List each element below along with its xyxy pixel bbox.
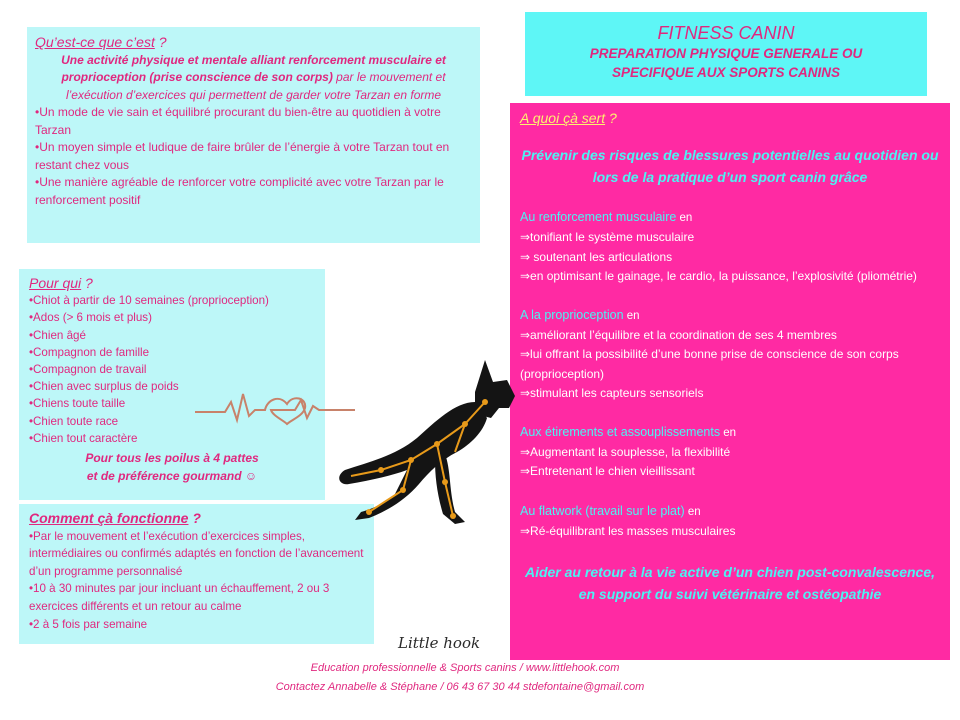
list-item: ⇒Entretenant le chien vieillissant xyxy=(520,464,695,479)
list-item: ⇒améliorant l’équilibre et la coordination de ses 4 membres xyxy=(520,328,837,343)
title-box xyxy=(525,12,927,96)
list-item: ⇒ soutenant les articulations xyxy=(520,249,673,264)
list-item: •Par le mouvement et l’exécution d’exercices simples, intermédiaires ou confirmés adaptés en fonction de l’avancement d’un programme personnalisé xyxy=(29,529,364,578)
purpose-closing: Aider au retour à la vie active d’un chien post-convalescence, en support du suivi vétérinaire et ostéopathie xyxy=(524,564,936,603)
title-line3: SPECIFIQUE AUX SPORTS CANINS xyxy=(611,65,841,80)
list-item: ⇒lui offrant la possibilité d’une bonne prise de conscience de son corps (proprioception) xyxy=(520,347,899,381)
list-item: •Ados (> 6 mois et plus) xyxy=(29,311,152,325)
list-item: ⇒tonifiant le système musculaire xyxy=(520,230,695,245)
dog-skeleton-illustration-icon xyxy=(325,352,525,532)
section-title: Au flatwork (travail sur le plat) en xyxy=(520,503,701,518)
list-item: •2 à 5 fois par semaine xyxy=(29,617,148,631)
how-box xyxy=(19,504,374,644)
list-item: •Une manière agréable de renforcer votre complicité avec votre Tarzan par le renforcement positif xyxy=(35,175,444,207)
list-item: ⇒en optimisant le gainage, le cardio, la puissance, l’explosivité (pliométrie) xyxy=(520,268,917,283)
list-item: •Chiens toute taille xyxy=(29,397,126,411)
list-item: •Chien tout caractère xyxy=(29,431,138,445)
section-title: Aux étirements et assouplissements en xyxy=(520,425,737,440)
list-item: ⇒Ré-équilibrant les masses musculaires xyxy=(520,523,736,538)
section-title: A la proprioception en xyxy=(520,308,640,323)
section-title: Au renforcement musculaire en xyxy=(520,210,693,225)
for-whom-heading: Pour qui ? xyxy=(29,275,93,291)
list-item: •10 à 30 minutes par jour incluant un échauffement, 2 ou 3 exercices différents et un retour au calme xyxy=(29,582,330,613)
list-item: •Compagnon de famille xyxy=(29,345,150,359)
smiley-icon: ☺ xyxy=(244,469,258,484)
how-heading: Comment çà fonctionne ? xyxy=(29,510,201,526)
list-item: •Un mode de vie sain et équilibré procurant du bien-être au quotidien à votre Tarzan xyxy=(35,105,441,137)
brand-signature: Little hook xyxy=(398,634,481,652)
list-item: •Chien avec surplus de poids xyxy=(29,380,179,394)
title-line2: PREPARATION PHYSIQUE GENERALE OU xyxy=(589,46,863,61)
list-item: •Compagnon de travail xyxy=(29,363,147,377)
purpose-box xyxy=(510,103,950,660)
purpose-lead: Prévenir des risques de blessures potentielles au quotidien ou lors de la pratique d’un sport canin grâce xyxy=(521,147,939,186)
for-whom-footer: Pour tous les poilus à 4 pattes et de préférence gourmand ☺ xyxy=(85,451,259,484)
footer-line2: Contactez Annabelle & Stéphane / 06 43 67 30 44 stdefontaine@gmail.com xyxy=(275,681,645,693)
purpose-heading: A quoi çà sert ? xyxy=(520,110,617,126)
list-item: ⇒Augmentant la souplesse, la flexibilité xyxy=(520,445,731,460)
footer-line1: Education professionnelle & Sports canins / www.littlehook.com xyxy=(310,662,620,674)
list-item: •Chien toute race xyxy=(29,414,119,428)
list-item: ⇒stimulant les capteurs sensoriels xyxy=(520,385,704,400)
list-item: •Chien âgé xyxy=(29,328,86,342)
what-is-intro: Une activité physique et mentale alliant renforcement musculaire et proprioception (prise conscience de son corps) par le mouvement et l’exécution d’exercices qui permettent de garder votre Tarzan en forme xyxy=(61,52,446,102)
title-line1: FITNESS CANIN xyxy=(657,23,795,43)
what-is-heading: Qu’est-ce que c’est ? xyxy=(35,34,167,50)
what-is-box xyxy=(27,27,480,243)
list-item: •Un moyen simple et ludique de faire brûler de l’énergie à votre Tarzan tout en restant chez vous xyxy=(35,140,450,172)
list-item: •Chiot à partir de 10 semaines (proprioception) xyxy=(29,294,269,308)
